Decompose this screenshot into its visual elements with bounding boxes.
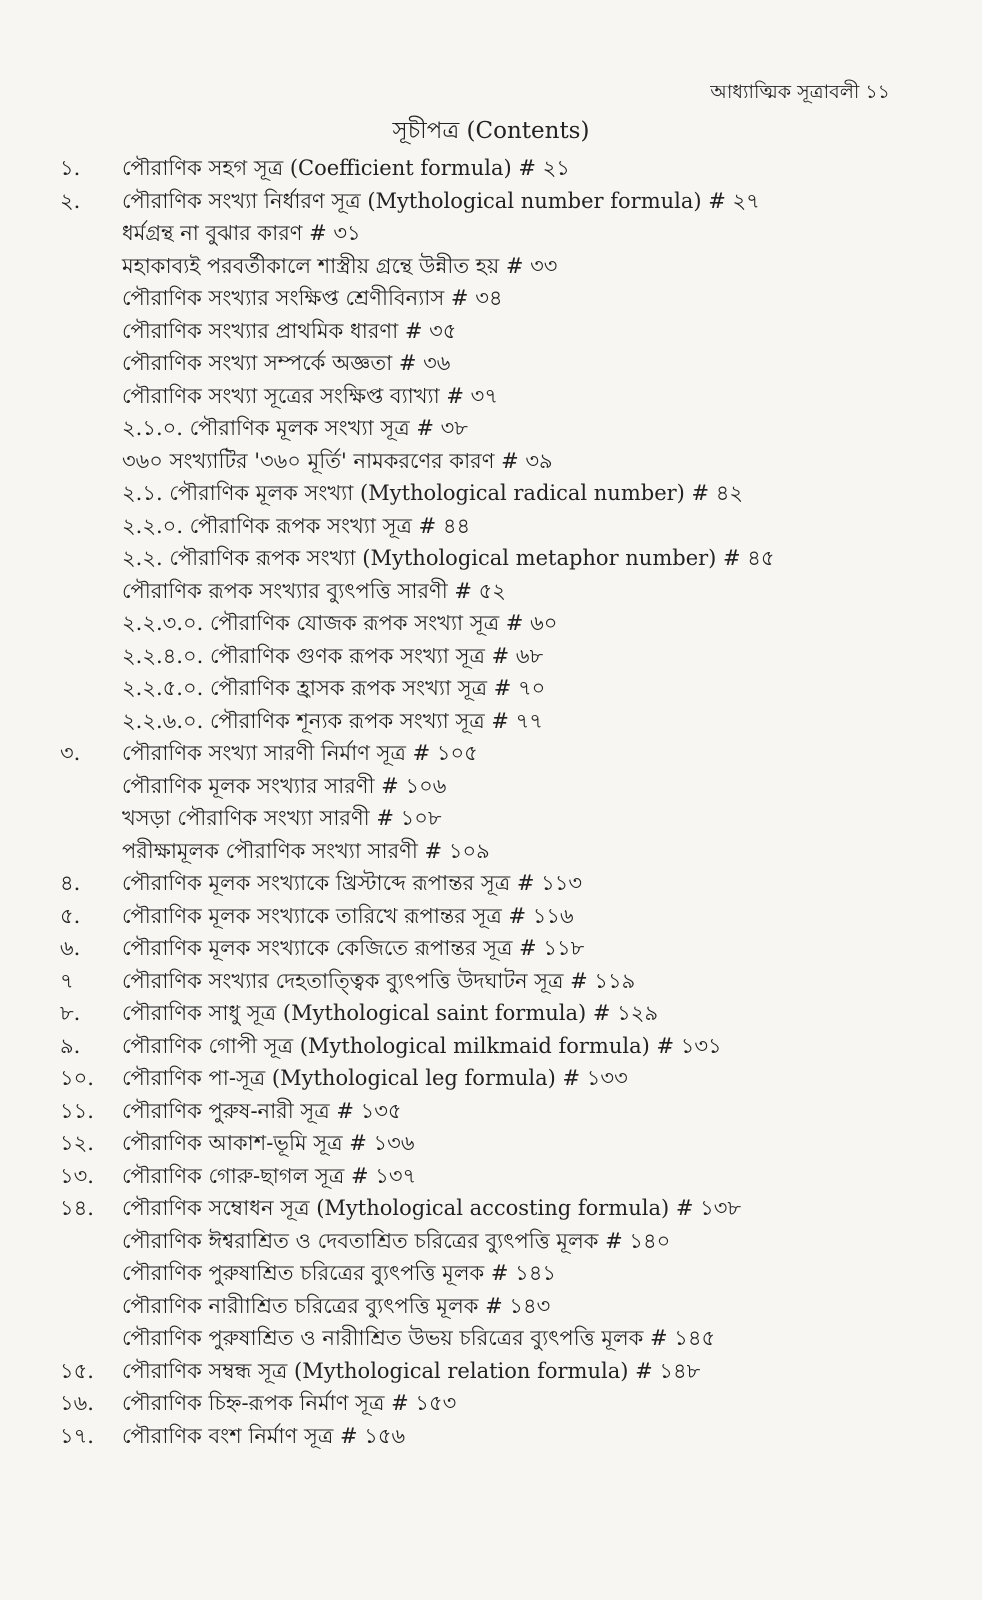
toc-entry-text: ২.২.৩.০. পৌরাণিক যোজক রূপক সংখ্যা সূত্র # ৬০ [122,611,558,635]
toc-entry [60,932,940,965]
toc-entry [60,965,940,998]
toc-entry-number: ৭ [60,968,74,993]
toc-entry [60,1192,940,1225]
toc-entry-text: ২.১. পৌরাণিক মূলক সংখ্যা (Mythological radical number) # ৪২ [122,481,744,505]
toc-entry-number: ১০. [60,1066,94,1090]
toc-entry-number: ১৫. [60,1358,94,1383]
toc-entry-text: পৌরাণিক সংখ্যা নির্ধারণ সূত্র (Mythological number formula) # ২৭ [122,188,760,213]
toc-entry [60,900,940,933]
toc-entry-number: ১৬. [60,1391,94,1415]
toc-entry-text: মহাকাব্যই পরবর্তীকালে শাস্ত্রীয় গ্রন্থে উন্নীত হয় # ৩৩ [122,253,558,278]
toc-entry-text: ২.২. পৌরাণিক রূপক সংখ্যা (Mythological metaphor number) # ৪৫ [122,546,775,570]
toc-entry-text: পৌরাণিক মূলক সংখ্যাকে খ্রিস্টাব্দে রূপান্তর সূত্র # ১১৩ [122,871,582,895]
toc-entry [60,997,940,1030]
toc-entry-text: পৌরাণিক সম্বন্ধ সূত্র (Mythological relation formula) # ১৪৮ [122,1358,701,1383]
toc-entry [60,1062,940,1095]
toc-entry-text: পৌরাণিক বংশ নির্মাণ সূত্র # ১৫৬ [122,1423,406,1448]
toc-entry-text: ২.২.০. পৌরাণিক রূপক সংখ্যা সূত্র # ৪৪ [122,513,471,538]
toc-entry [60,1387,940,1420]
toc-entry-text: পৌরাণিক সংখ্যার দেহতাত্ত্বিক ব্যুৎপত্তি উদঘাটন সূত্র # ১১৯ [122,968,636,993]
toc-entry-number: ১৭. [60,1423,94,1448]
toc-entry [60,705,940,738]
toc-entry [60,575,940,608]
toc-entry [60,217,940,250]
toc-entry-text: পৌরাণিক সংখ্যা সম্পর্কে অজ্ঞতা # ৩৬ [122,351,451,375]
toc-entry [60,1420,940,1453]
toc-entry [60,282,940,315]
toc-entry [60,737,940,770]
toc-entry-number: ৬. [60,936,81,960]
toc-entry-text: পৌরাণিক পুরুষ-নারী সূত্র # ১৩৫ [122,1098,402,1123]
toc-entry [60,1290,940,1323]
toc-entry [60,802,940,835]
toc-entry [60,1030,940,1063]
toc-entry [60,380,940,413]
toc-entry [60,542,940,575]
toc-entry [60,1355,940,1388]
toc-entry-text: পরীক্ষামূলক পৌরাণিক সংখ্যা সারণী # ১০৯ [122,838,490,863]
toc-entry-number: ৩. [60,741,81,765]
toc-entry-text: খসড়া পৌরাণিক সংখ্যা সারণী # ১০৮ [122,806,442,830]
toc-entry [60,1095,940,1128]
toc-entry-number: ১১. [60,1098,94,1123]
toc-entry-text: পৌরাণিক সংখ্যার প্রাথমিক ধারণা # ৩৫ [122,318,457,343]
toc-entry-number: ১২. [60,1131,94,1155]
toc-entry-text: ২.২.৫.০. পৌরাণিক হ্রাসক রূপক সংখ্যা সূত্র # ৭০ [122,676,546,700]
toc-entry-text: পৌরাণিক গোপী সূত্র (Mythological milkmaid formula) # ১৩১ [122,1033,722,1058]
toc-entry [60,1160,940,1193]
toc-entry [60,1127,940,1160]
toc-entry-number: ১৩. [60,1163,94,1188]
toc-entry [60,640,940,673]
toc-entry-text: পৌরাণিক পা-সূত্র (Mythological leg formula) # ১৩৩ [122,1066,628,1090]
toc-entry [60,1225,940,1258]
toc-entry-text: পৌরাণিক সহগ সূত্র (Coefficient formula) # ২১ [122,156,570,180]
toc-entry-text: পৌরাণিক সংখ্যা সূত্রের সংক্ষিপ্ত ব্যাখ্যা # ৩৭ [122,383,498,408]
toc-entry [60,445,940,478]
toc-entry-text: পৌরাণিক মূলক সংখ্যাকে কেজিতে রূপান্তর সূত্র # ১১৮ [122,936,585,960]
toc-entry-number: ৫. [60,903,81,928]
toc-entry [60,477,940,510]
page-title: সূচীপত্র (Contents) [392,118,590,144]
toc-entry [60,835,940,868]
toc-entry-text: পৌরাণিক সংখ্যা সারণী নির্মাণ সূত্র # ১০৫ [122,741,478,765]
toc-entry-text: পৌরাণিক মূলক সংখ্যাকে তারিখে রূপান্তর সূত্র # ১১৬ [122,903,574,928]
toc-entry [60,152,940,185]
toc-entry [60,770,940,803]
toc-entry [60,412,940,445]
toc-entry-number: ৮. [60,1001,81,1025]
toc-entry [60,1257,940,1290]
toc-entry [60,510,940,543]
toc-entry-text: ২.২.৪.০. পৌরাণিক গুণক রূপক সংখ্যা সূত্র # ৬৮ [122,643,544,668]
toc-entry-text: ধর্মগ্রন্থ না বুঝার কারণ # ৩১ [122,221,361,245]
toc-entry-text: ২.২.৬.০. পৌরাণিক শূন্যক রূপক সংখ্যা সূত্র # ৭৭ [122,708,543,733]
toc-entry [60,672,940,705]
toc-entry-number: ১৪. [60,1196,94,1220]
toc-entry-text: পৌরাণিক সম্বোধন সূত্র (Mythological accosting formula) # ১৩৮ [122,1196,742,1220]
toc-entry [60,1322,940,1355]
toc-entry-text: পৌরাণিক ঈশ্বরাশ্রিত ও দেবতাশ্রিত চরিত্রের ব্যুৎপত্তি মূলক # ১৪০ [122,1228,671,1253]
toc-entry-text: পৌরাণিক গোরু-ছাগল সূত্র # ১৩৭ [122,1163,417,1188]
toc-entry-number: ৪. [60,871,81,895]
running-head: আধ্যাত্মিক সূত্রাবলী ১১ [710,81,890,103]
toc-entry-text: ৩৬০ সংখ্যাটির '৩৬০ মূর্তি' নামকরণের কারণ # ৩৯ [122,448,553,473]
toc-entry [60,185,940,218]
toc-entry [60,347,940,380]
toc-entry-text: পৌরাণিক রূপক সংখ্যার ব্যুৎপত্তি সারণী # ৫২ [122,578,506,603]
toc-entry-text: পৌরাণিক পুরুষাশ্রিত চরিত্রের ব্যুৎপত্তি মূলক # ১৪১ [122,1261,557,1285]
toc-entry [60,250,940,283]
toc-entry-text: পৌরাণিক সংখ্যার সংক্ষিপ্ত শ্রেণীবিন্যাস # ৩৪ [122,286,503,310]
toc-entry-text: পৌরাণিক আকাশ-ভূমি সূত্র # ১৩৬ [122,1131,415,1155]
toc-entry-number: ৯. [60,1033,81,1058]
toc-entry-text: পৌরাণিক সাধু সূত্র (Mythological saint formula) # ১২৯ [122,1001,659,1025]
toc-entry [60,607,940,640]
toc-entry-text: পৌরাণিক পুরুষাশ্রিত ও নারীাশ্রিত উভয় চরিত্রের ব্যুৎপত্তি মূলক # ১৪৫ [122,1326,716,1350]
table-of-contents [60,152,940,1452]
toc-entry-text: পৌরাণিক চিহ্ন-রূপক নির্মাণ সূত্র # ১৫৩ [122,1391,457,1415]
toc-entry [60,867,940,900]
toc-entry [60,315,940,348]
toc-entry-number: ১. [60,156,81,180]
toc-entry-text: ২.১.০. পৌরাণিক মূলক সংখ্যা সূত্র # ৩৮ [122,416,468,440]
toc-entry-number: ২. [60,188,81,213]
toc-entry-text: পৌরাণিক নারীাশ্রিত চরিত্রের ব্যুৎপত্তি মূলক # ১৪৩ [122,1293,551,1318]
toc-entry-text: পৌরাণিক মূলক সংখ্যার সারণী # ১০৬ [122,773,447,798]
